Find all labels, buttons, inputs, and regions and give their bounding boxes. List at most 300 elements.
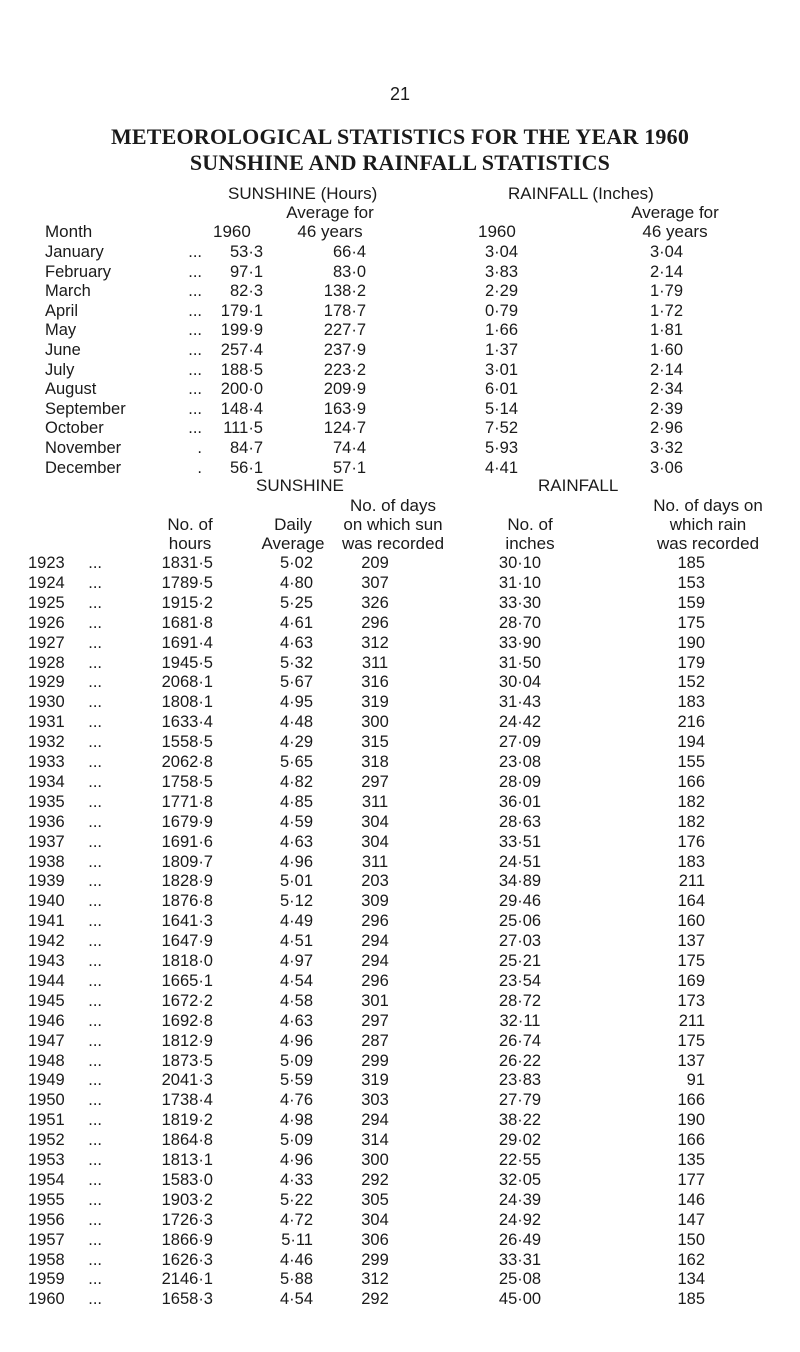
rain-days: 166 (677, 772, 705, 791)
page-title: METEOROLOGICAL STATISTICS FOR THE YEAR 1960 (110, 124, 690, 149)
sun-days: 303 (361, 1091, 389, 1110)
yearly-table-row (0, 892, 800, 912)
leader-dots: ... (88, 952, 102, 970)
rain-days: 137 (677, 1051, 705, 1070)
sunshine-hours: 1771·8 (161, 792, 213, 811)
sun-days: 312 (361, 1270, 389, 1289)
year: 1932 (28, 733, 65, 752)
rainfall-average: 3·32 (649, 439, 683, 457)
sunshine-hours: 2062·8 (161, 753, 213, 771)
daily-average: 4·48 (279, 713, 313, 732)
rainfall-inches: 24·51 (498, 852, 542, 871)
rainfall-average: 1·81 (649, 321, 683, 340)
yearly-table-row (0, 1111, 800, 1131)
sun-days: 297 (361, 772, 389, 791)
leader-dots: ... (188, 301, 202, 320)
sunshine-hours: 1945·5 (161, 653, 213, 672)
rainfall-inches: 27·09 (498, 733, 542, 752)
sun-days: 294 (361, 952, 389, 970)
yearly-raindays-header-line3: was recorded (656, 534, 760, 553)
month-name: December (45, 458, 122, 477)
rain-days: 153 (677, 573, 705, 592)
sun-days: 316 (361, 673, 389, 692)
leader-dots: ... (88, 1131, 102, 1150)
sunshine-1960: 179·1 (220, 301, 263, 320)
sunshine-hours: 2068·1 (161, 673, 213, 692)
daily-average: 4·59 (279, 812, 313, 831)
year: 1947 (28, 1031, 65, 1050)
leader-dots: ... (88, 892, 102, 911)
leader-dots: ... (188, 419, 202, 438)
daily-average: 4·49 (279, 912, 313, 931)
sunshine-1960: 188·5 (220, 360, 263, 379)
yearly-table-row (0, 793, 800, 813)
daily-average: 4·46 (279, 1250, 313, 1269)
sun-days: 299 (361, 1051, 389, 1070)
rainfall-inches: 45·00 (498, 1290, 542, 1309)
yearly-table-row (0, 693, 800, 713)
leader-dots: ... (88, 971, 102, 990)
monthly-table-row (0, 380, 800, 400)
daily-average: 4·54 (279, 1290, 313, 1309)
yearly-table-row (0, 1071, 800, 1091)
yearly-table-row (0, 673, 800, 693)
sunshine-average: 178·7 (323, 301, 366, 320)
leader-dots: ... (88, 573, 102, 592)
yearly-table-row (0, 813, 800, 833)
monthly-rain-avg-header (600, 203, 750, 222)
month-name: July (45, 360, 75, 379)
year: 1954 (28, 1170, 65, 1189)
year: 1958 (28, 1250, 65, 1269)
month-name: March (45, 282, 91, 301)
sunshine-hours: 1876·8 (161, 892, 213, 911)
year: 1951 (28, 1111, 65, 1130)
leader-dots: ... (88, 1071, 102, 1090)
sunshine-hours: 1633·4 (161, 713, 213, 732)
rain-days: 164 (677, 892, 705, 911)
leader-dots: ... (188, 243, 202, 261)
rainfall-inches: 26·22 (498, 1051, 542, 1070)
sunshine-hours: 1558·5 (161, 733, 213, 752)
sunshine-hours: 1808·1 (161, 693, 213, 712)
rain-days: 179 (677, 653, 705, 672)
year: 1938 (28, 852, 65, 871)
year: 1944 (28, 971, 65, 990)
yearly-raindays-header-line1: No. of days on (653, 496, 763, 515)
rainfall-inches: 24·42 (498, 713, 542, 732)
yearly-table-row (0, 1091, 800, 1111)
sun-days: 311 (361, 792, 389, 811)
sun-days: 311 (361, 852, 389, 871)
month-name: November (45, 439, 122, 457)
year: 1957 (28, 1230, 65, 1249)
leader-dots: ... (88, 1270, 102, 1289)
yearly-table-row (0, 753, 800, 773)
sun-days: 296 (361, 613, 389, 632)
leader-dots: ... (88, 673, 102, 692)
yearly-table-row (0, 952, 800, 972)
monthly-table-row (0, 243, 800, 263)
rain-days: 169 (677, 971, 705, 990)
yearly-table-row (0, 1270, 800, 1290)
sunshine-average: 83·0 (332, 262, 366, 281)
rain-days: 211 (678, 1011, 705, 1030)
yearly-table-row (0, 554, 800, 574)
sun-days: 318 (361, 753, 389, 771)
monthly-rain-avg-years-header: 46 years (642, 222, 708, 241)
year: 1943 (28, 952, 65, 970)
sunshine-average: 223·2 (323, 360, 366, 379)
yearly-hours-header-line1: No. of (167, 515, 213, 534)
daily-average: 4·76 (279, 1091, 313, 1110)
rain-days: 175 (677, 1031, 705, 1050)
daily-average: 5·67 (279, 673, 313, 692)
rainfall-inches: 38·22 (498, 1111, 542, 1130)
sunshine-hours: 1665·1 (161, 971, 213, 990)
leader-dots: ... (88, 613, 102, 632)
year: 1953 (28, 1151, 65, 1169)
monthly-sun-1960-header: 1960 (213, 222, 251, 241)
page-subtitle: SUNSHINE AND RAINFALL STATISTICS (189, 150, 611, 175)
rain-days: 134 (677, 1270, 705, 1289)
rainfall-1960: 5·93 (484, 439, 518, 457)
sunshine-1960: 84·7 (229, 439, 263, 457)
leader-dots: ... (88, 912, 102, 931)
sun-days: 306 (361, 1230, 389, 1249)
rainfall-inches: 33·51 (498, 832, 542, 851)
sunshine-hours: 1915·2 (161, 593, 213, 612)
leader-dots: ... (188, 282, 202, 301)
year: 1924 (28, 573, 65, 592)
monthly-table-row (0, 321, 800, 341)
leader-dots: ... (88, 1170, 102, 1189)
month-name: April (45, 301, 79, 320)
leader-dots: ... (88, 753, 102, 771)
rainfall-inches: 30·04 (498, 673, 542, 692)
leader-dots: ... (88, 872, 102, 891)
sunshine-average: 57·1 (332, 458, 366, 477)
leader-dots: ... (88, 772, 102, 791)
yearly-table-row (0, 574, 800, 594)
rainfall-1960: 3·01 (484, 360, 518, 379)
sunshine-hours: 1726·3 (161, 1210, 213, 1229)
rain-days: 190 (677, 1111, 705, 1130)
year: 1934 (28, 772, 65, 791)
daily-average: 4·51 (279, 932, 313, 951)
daily-average: 4·80 (279, 573, 313, 592)
sun-days: 294 (361, 932, 389, 951)
yearly-table-row (0, 733, 800, 753)
monthly-table-row (0, 263, 800, 283)
yearly-daily-header-line1: Daily (274, 515, 312, 534)
sun-days: 304 (361, 832, 389, 851)
rain-days: 150 (677, 1230, 705, 1249)
sunshine-1960: 111·5 (223, 419, 263, 438)
rainfall-inches: 22·55 (498, 1151, 542, 1169)
monthly-table-row (0, 400, 800, 420)
rainfall-inches: 25·08 (498, 1270, 542, 1289)
year: 1959 (28, 1270, 65, 1289)
rainfall-average: 2·39 (649, 399, 683, 418)
yearly-table-row (0, 853, 800, 873)
monthly-sunshine-group-header: SUNSHINE (Hours) (228, 184, 378, 203)
month-name: June (45, 341, 81, 359)
year: 1925 (28, 593, 65, 612)
rainfall-inches: 29·46 (498, 892, 542, 911)
year: 1956 (28, 1210, 65, 1229)
daily-average: 4·61 (279, 613, 313, 632)
year: 1933 (28, 753, 65, 771)
daily-average: 4·29 (279, 733, 313, 752)
daily-average: 4·72 (279, 1210, 313, 1229)
leader-dots: . (197, 458, 202, 477)
daily-average: 4·96 (279, 1151, 313, 1169)
sun-days: 309 (361, 892, 389, 911)
monthly-sun-avg-header (260, 203, 400, 222)
leader-dots: ... (188, 321, 202, 340)
rain-days: 182 (677, 812, 705, 831)
leader-dots: ... (88, 1190, 102, 1209)
rain-days: 185 (677, 554, 705, 572)
rainfall-average: 1·79 (649, 282, 683, 301)
year: 1946 (28, 1011, 65, 1030)
rainfall-inches: 23·83 (498, 1071, 542, 1090)
leader-dots: ... (88, 733, 102, 752)
rainfall-inches: 34·89 (498, 872, 542, 891)
yearly-table-row (0, 872, 800, 892)
yearly-table-row (0, 992, 800, 1012)
rainfall-inches: 26·49 (498, 1230, 542, 1249)
daily-average: 4·96 (279, 1031, 313, 1050)
rainfall-1960: 0·79 (484, 301, 518, 320)
sunshine-hours: 1647·9 (161, 932, 213, 951)
rain-days: 183 (677, 852, 705, 871)
sun-days: 297 (361, 1011, 389, 1030)
sunshine-hours: 1691·4 (161, 633, 213, 652)
yearly-sunshine-group-header: SUNSHINE (256, 476, 344, 495)
sunshine-hours: 1692·8 (161, 1011, 213, 1030)
leader-dots: ... (88, 1230, 102, 1249)
sun-days: 326 (361, 593, 389, 612)
daily-average: 5·02 (279, 554, 313, 572)
sun-days: 319 (361, 1071, 389, 1090)
year: 1950 (28, 1091, 65, 1110)
daily-average: 4·63 (279, 832, 313, 851)
yearly-table-row (0, 1231, 800, 1251)
sun-days: 315 (361, 733, 389, 752)
sunshine-hours: 1819·2 (161, 1111, 213, 1130)
sunshine-hours: 2041·3 (161, 1071, 213, 1090)
yearly-sundays-header-line1: No. of days (350, 496, 436, 515)
rainfall-inches: 26·74 (498, 1031, 542, 1050)
sunshine-hours: 1626·3 (161, 1250, 213, 1269)
monthly-sun-avg-years-header: 46 years (297, 222, 363, 241)
year: 1948 (28, 1051, 65, 1070)
month-name: February (45, 262, 112, 281)
monthly-table-row (0, 282, 800, 302)
rainfall-average: 2·96 (649, 419, 683, 438)
sunshine-1960: 148·4 (220, 399, 263, 418)
monthly-rain-1960-header: 1960 (478, 222, 516, 241)
yearly-table-row (0, 1251, 800, 1271)
sunshine-hours: 1681·8 (161, 613, 213, 632)
year: 1949 (28, 1071, 65, 1090)
daily-average: 4·33 (279, 1170, 313, 1189)
yearly-inches-header-line1: No. of (507, 515, 553, 534)
daily-average: 4·95 (279, 693, 313, 712)
sun-days: 304 (361, 1210, 389, 1229)
leader-dots: ... (88, 991, 102, 1010)
daily-average: 5·11 (281, 1230, 313, 1249)
rain-days: 159 (677, 593, 705, 612)
sunshine-average: 163·9 (323, 399, 366, 418)
rain-days: 162 (677, 1250, 705, 1269)
rainfall-inches: 28·63 (498, 812, 542, 831)
year: 1955 (28, 1190, 65, 1209)
daily-average: 4·85 (279, 792, 313, 811)
yearly-table-row (0, 1191, 800, 1211)
sunshine-1960: 97·1 (229, 262, 263, 281)
sunshine-hours: 1738·4 (161, 1091, 213, 1110)
rain-days: 160 (677, 912, 705, 931)
yearly-table-row (0, 932, 800, 952)
sun-days: 292 (361, 1170, 389, 1189)
monthly-rain-avg-header-line1: Average for (631, 203, 719, 222)
sunshine-average: 66·4 (332, 243, 366, 261)
month-name: August (45, 380, 97, 399)
daily-average: 5·09 (279, 1051, 313, 1070)
rain-days: 175 (677, 613, 705, 632)
year: 1940 (28, 892, 65, 911)
sunshine-hours: 1831·5 (161, 554, 213, 572)
sunshine-average: 237·9 (323, 341, 366, 359)
year: 1939 (28, 872, 65, 891)
rainfall-inches: 36·01 (498, 792, 542, 811)
rain-days: 166 (677, 1131, 705, 1150)
rain-days: 137 (677, 932, 705, 951)
monthly-table-row (0, 419, 800, 439)
monthly-table-row (0, 459, 800, 479)
sun-days: 319 (361, 693, 389, 712)
daily-average: 4·98 (279, 1111, 313, 1130)
yearly-inches-header-line2: inches (505, 534, 555, 553)
sunshine-hours: 1873·5 (161, 1051, 213, 1070)
rain-days: 177 (677, 1170, 705, 1189)
leader-dots: ... (88, 1031, 102, 1050)
rainfall-inches: 33·31 (498, 1250, 542, 1269)
sun-days: 292 (361, 1290, 389, 1309)
rainfall-1960: 1·37 (484, 341, 518, 359)
daily-average: 5·88 (279, 1270, 313, 1289)
rainfall-inches: 28·09 (498, 772, 542, 791)
leader-dots: ... (88, 1151, 102, 1169)
yearly-table-row (0, 1151, 800, 1171)
monthly-table-row (0, 361, 800, 381)
sunshine-hours: 1864·8 (161, 1131, 213, 1150)
rainfall-average: 1·72 (649, 301, 683, 320)
rainfall-average: 2·14 (649, 360, 683, 379)
rainfall-1960: 5·14 (484, 399, 518, 418)
rain-days: 183 (677, 693, 705, 712)
leader-dots: ... (88, 693, 102, 712)
sunshine-hours: 1583·0 (161, 1170, 213, 1189)
sunshine-1960: 257·4 (220, 341, 263, 359)
yearly-rainfall-group-header: RAINFALL (538, 476, 619, 495)
leader-dots: ... (88, 554, 102, 572)
leader-dots: ... (88, 1011, 102, 1030)
rainfall-average: 2·34 (649, 380, 683, 399)
sun-days: 300 (361, 713, 389, 732)
yearly-table-row (0, 833, 800, 853)
rainfall-1960: 3·83 (484, 262, 518, 281)
rain-days: 135 (677, 1151, 705, 1169)
sunshine-hours: 1641·3 (161, 912, 213, 931)
rain-days: 146 (677, 1190, 705, 1209)
leader-dots: ... (88, 1250, 102, 1269)
year: 1923 (28, 554, 65, 572)
year: 1937 (28, 832, 65, 851)
year: 1928 (28, 653, 65, 672)
sunshine-hours: 1672·2 (161, 991, 213, 1010)
sunshine-average: 227·7 (323, 321, 366, 340)
daily-average: 5·32 (279, 653, 313, 672)
yearly-table-row (0, 1052, 800, 1072)
rainfall-1960: 3·04 (484, 243, 518, 261)
rain-days: 176 (677, 832, 705, 851)
sun-days: 300 (361, 1151, 389, 1169)
year: 1930 (28, 693, 65, 712)
yearly-table-row (0, 972, 800, 992)
year: 1926 (28, 613, 65, 632)
rainfall-average: 3·04 (649, 243, 683, 261)
year: 1929 (28, 673, 65, 692)
leader-dots: ... (188, 262, 202, 281)
sun-days: 304 (361, 812, 389, 831)
sunshine-1960: 199·9 (220, 321, 263, 340)
daily-average: 4·63 (279, 1011, 313, 1030)
rainfall-inches: 27·79 (498, 1091, 542, 1110)
year: 1941 (28, 912, 65, 931)
year: 1927 (28, 633, 65, 652)
leader-dots: ... (88, 1091, 102, 1110)
yearly-table-row (0, 773, 800, 793)
daily-average: 4·82 (279, 772, 313, 791)
year: 1945 (28, 991, 65, 1010)
sunshine-average: 209·9 (323, 380, 366, 399)
month-name: May (45, 321, 77, 340)
leader-dots: ... (88, 832, 102, 851)
sunshine-hours: 1812·9 (161, 1031, 213, 1050)
yearly-hours-header-line2: hours (168, 534, 212, 553)
leader-dots: ... (88, 653, 102, 672)
yearly-sundays-header-line3: was recorded (341, 534, 445, 553)
sunshine-hours: 1658·3 (161, 1290, 213, 1309)
leader-dots: ... (88, 1210, 102, 1229)
leader-dots: ... (88, 1111, 102, 1130)
month-name: October (45, 419, 104, 438)
rainfall-average: 1·60 (649, 341, 683, 359)
leader-dots: ... (188, 399, 202, 418)
sun-days: 307 (361, 573, 389, 592)
sun-days: 301 (361, 991, 389, 1010)
sun-days: 209 (361, 554, 389, 572)
daily-average: 4·58 (279, 991, 313, 1010)
yearly-table-row (0, 594, 800, 614)
leader-dots: ... (88, 852, 102, 871)
sunshine-average: 138·2 (323, 282, 366, 301)
yearly-table-row (0, 614, 800, 634)
